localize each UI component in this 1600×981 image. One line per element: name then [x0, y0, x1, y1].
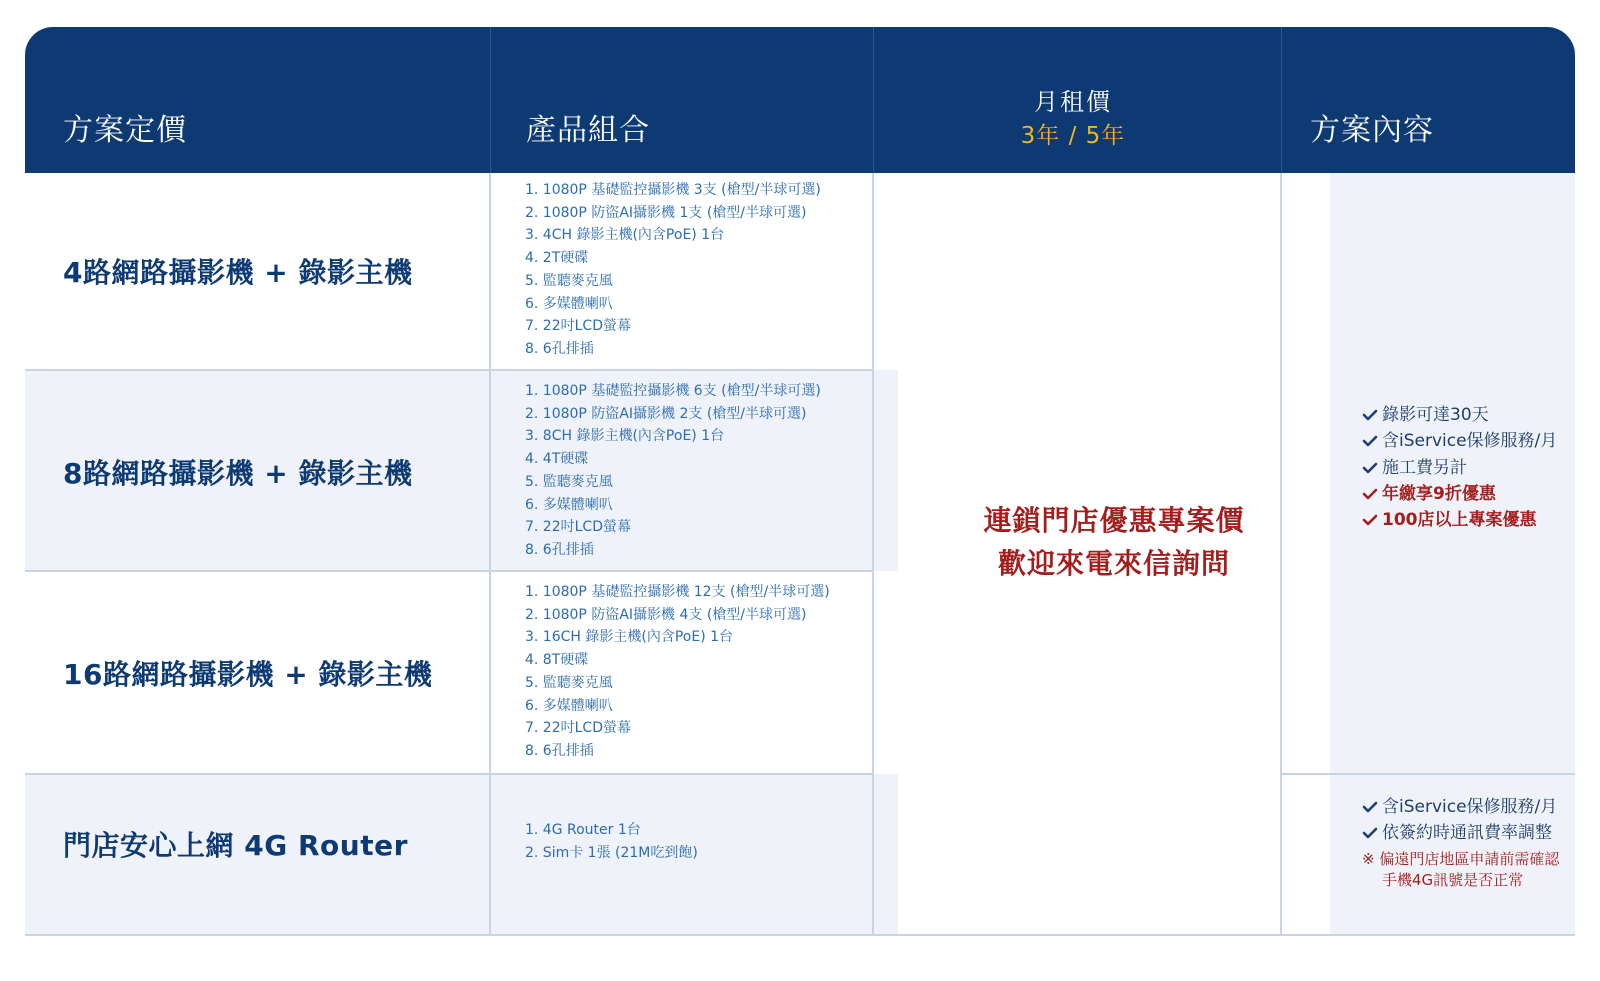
plan-name: 16路網路攝影機 + 錄影主機: [63, 658, 433, 691]
header-plan: 方案定價: [63, 113, 187, 148]
list-item: 2. 1080P 防盜AI攝影機 4支 (槍型/半球可選): [525, 606, 807, 623]
list-item: 4. 8T硬碟: [525, 652, 589, 669]
check-icon: [1362, 827, 1378, 839]
feature-item: [1362, 402, 1557, 428]
router-note: [1362, 849, 1559, 891]
header-rent-term: 3年 / 5年: [1020, 123, 1126, 149]
header-content: 方案內容: [1310, 113, 1434, 148]
list-item: 7. 22吋LCD螢幕: [525, 519, 631, 536]
monthly-price-cell: [898, 173, 1330, 936]
list-item: 5. 監聽麥克風: [525, 473, 613, 490]
feature-item: [1362, 820, 1557, 846]
feature-list: [1362, 402, 1557, 533]
check-icon: [1362, 462, 1378, 474]
price-promo-line2: 歡迎來電來信詢問: [997, 547, 1230, 580]
plan-name: 4路網路攝影機 + 錄影主機: [63, 256, 413, 289]
list-item: 2. 1080P 防盜AI攝影機 2支 (槍型/半球可選): [525, 405, 807, 422]
feature-text: 錄影可達30天: [1382, 405, 1489, 425]
content-cell-cameras: [1330, 173, 1575, 774]
check-icon: [1362, 435, 1378, 447]
feature-item: [1362, 455, 1557, 481]
check-icon: [1362, 514, 1378, 526]
feature-text: 施工費另計: [1382, 457, 1467, 478]
list-item: 8. 6孔排插: [525, 541, 594, 558]
list-item: 6. 多媒體喇叭: [525, 697, 613, 714]
list-item: 8. 6孔排插: [525, 340, 594, 357]
product-list: [525, 179, 821, 361]
product-list: [525, 819, 698, 864]
list-item: 1. 4G Router 1台: [525, 822, 641, 838]
list-item: 5. 監聽麥克風: [525, 272, 613, 289]
list-item: 2. Sim卡 1張 (21M吃到飽): [525, 844, 698, 861]
header-rent-label: 月租價: [1034, 88, 1112, 116]
plan-name: 門店安心上網 4G Router: [63, 829, 408, 862]
list-item: 1. 1080P 基礎監控攝影機 3支 (槍型/半球可選): [525, 182, 821, 198]
feature-item: [1362, 481, 1557, 507]
feature-text: 依簽約時通訊費率調整: [1382, 823, 1552, 844]
feature-text: 含iService保修服務/月: [1382, 797, 1558, 817]
list-item: 3. 16CH 錄影主機(內含PoE) 1台: [525, 629, 734, 646]
feature-text: 100店以上專案優惠: [1382, 510, 1537, 531]
product-list: [525, 380, 821, 562]
list-item: 1. 1080P 基礎監控攝影機 6支 (槍型/半球可選): [525, 383, 821, 399]
check-icon: [1362, 409, 1378, 421]
feature-text: 年繳享9折優惠: [1382, 483, 1496, 504]
list-item: 2. 1080P 防盜AI攝影機 1支 (槍型/半球可選): [525, 204, 807, 221]
feature-item: [1362, 507, 1557, 533]
list-item: 5. 監聽麥克風: [525, 674, 613, 691]
feature-item: [1362, 428, 1557, 454]
list-item: 3. 4CH 錄影主機(內含PoE) 1台: [525, 227, 725, 244]
header-rent: [913, 82, 1233, 150]
router-note-line2: 手機4G訊號是否正常: [1382, 871, 1524, 889]
price-promo-line1: 連鎖門店優惠專案價: [983, 504, 1245, 537]
content-cell-router: [1330, 774, 1575, 936]
list-item: 6. 多媒體喇叭: [525, 295, 613, 312]
product-list: [525, 581, 830, 763]
router-note-line1: ※ 偏遠門店地區申請前需確認: [1362, 850, 1560, 868]
list-item: 3. 8CH 錄影主機(內含PoE) 1台: [525, 428, 725, 445]
list-item: 4. 4T硬碟: [525, 451, 589, 468]
plan-name: 8路網路攝影機 + 錄影主機: [63, 457, 413, 490]
header-products: 產品組合: [526, 113, 650, 148]
feature-list: [1362, 794, 1557, 847]
list-item: 8. 6孔排插: [525, 742, 594, 759]
list-item: 1. 1080P 基礎監控攝影機 12支 (槍型/半球可選): [525, 584, 830, 600]
list-item: 6. 多媒體喇叭: [525, 496, 613, 513]
list-item: 4. 2T硬碟: [525, 250, 589, 267]
check-icon: [1362, 488, 1378, 500]
check-icon: [1362, 801, 1378, 813]
list-item: 7. 22吋LCD螢幕: [525, 720, 631, 737]
list-item: 7. 22吋LCD螢幕: [525, 318, 631, 335]
feature-text: 含iService保修服務/月: [1382, 431, 1558, 452]
table-header: [25, 27, 1575, 173]
feature-item: [1362, 794, 1557, 820]
pricing-table: [25, 27, 1575, 936]
